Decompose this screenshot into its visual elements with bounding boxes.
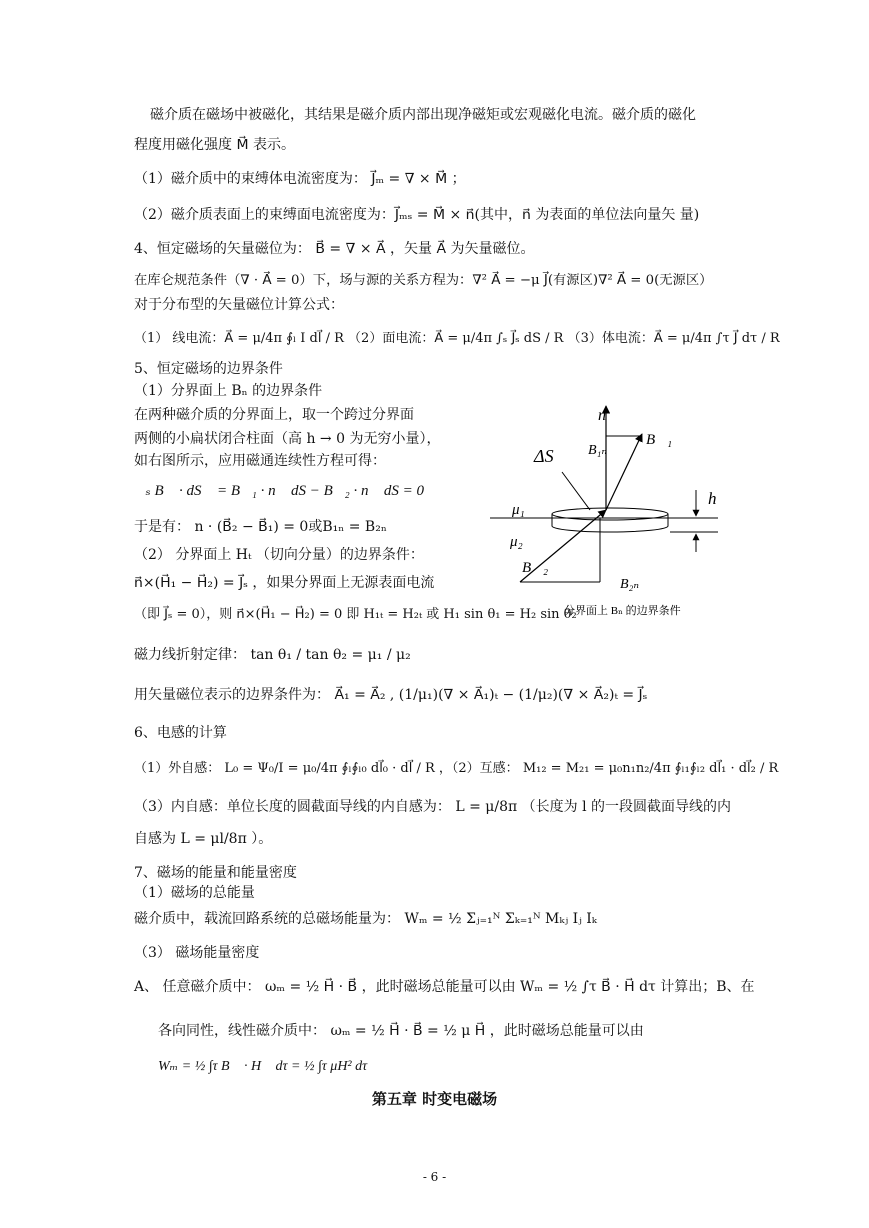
- h-label: h: [708, 489, 717, 508]
- paragraph-line: 对于分布型的矢量磁位计算公式：: [134, 297, 344, 313]
- paragraph-line: （1）磁介质中的束缚体电流密度为： J⃗ₘ = ∇ × M⃗ ；: [134, 171, 466, 187]
- mu1-label: μ₁: [512, 502, 525, 518]
- b2-label: B⃗₂: [522, 560, 549, 576]
- page-number: - 6 -: [422, 1170, 447, 1184]
- paragraph-line: 自感为 L = μl/8π ）。: [134, 831, 273, 847]
- formula-line: 于是有： n · (B⃗₂ − B⃗₁) = 0或B₁ₙ = B₂ₙ: [134, 519, 387, 535]
- mu2-label: μ₂: [510, 534, 523, 550]
- b1-label: B⃗₁: [646, 432, 673, 448]
- paragraph-line: 程度用磁化强度 M⃗ 表示。: [134, 137, 295, 153]
- paragraph-line: 两侧的小扁状闭合柱面（高 h → 0 为无穷小量），: [134, 431, 441, 447]
- pillbox-bottom: [552, 526, 668, 532]
- subsection-heading: （1）分界面上 Bₙ 的边界条件: [134, 383, 323, 399]
- b1-vector-arrow: [606, 434, 642, 510]
- formula-line: 磁介质中，载流回路系统的总磁场能量为： Wₘ = ½ Σⱼ₌₁ᴺ Σₖ₌₁ᴺ Mₖⱼ Iⱼ Iₖ: [134, 911, 597, 927]
- b1n-label: B₁ₙ: [588, 443, 608, 458]
- formula-line: 用矢量磁位表示的边界条件为： A⃗₁ = A⃗₂ , (1/μ₁)(∇ × A⃗₁)ₜ − (1/μ₂)(∇ × A⃗₂)ₜ = J⃗ₛ: [134, 687, 648, 703]
- paragraph-line: （2）磁介质表面上的束缚面电流密度为：J⃗ₘₛ = M⃗ × n⃗(其中，n⃗ 为表面的单位法向量矢 量): [134, 207, 700, 223]
- paragraph-line: 各向同性，线性磁介质中： ωₘ = ½ H⃗ · B⃗ = ½ μ H⃗ ，此时磁场总能量可以由: [158, 1023, 644, 1039]
- paragraph-line: 在库仑规范条件（∇ · A⃗ = 0）下，场与源的关系方程为：∇² A⃗ = −μ J⃗(有源区)∇² A⃗ = 0(无源区）: [134, 273, 713, 288]
- b2n-label: B₂ₙ: [620, 577, 640, 592]
- section-heading: 4、恒定磁场的矢量磁位为： B⃗ = ∇ × A⃗ ，矢量 A⃗ 为矢量磁位。: [134, 241, 535, 257]
- subsection-heading: （1）磁场的总能量: [134, 885, 255, 901]
- figure-caption: 分界面上 Bₙ 的边界条件: [564, 605, 681, 617]
- section-heading: 7、磁场的能量和能量密度: [134, 865, 297, 881]
- n-label: n⃗: [598, 407, 619, 424]
- formula-line: Wₘ = ½ ∫τ B⃗ · H⃗ dτ = ½ ∫τ μH² dτ: [158, 1059, 368, 1074]
- paragraph-line: 如右图所示，应用磁通连续性方程可得：: [134, 453, 386, 469]
- delta-s-label: ΔS: [534, 446, 554, 466]
- formula-line: （1）外自感： L₀ = Ψ₀/I = μ₀/4π ∮ₗ∮ₗ₀ dl⃗₀ · dl⃗ / R ，（2）互感： M₁₂ = M₂₁ = μ₀n₁n₂/4π ∮ₗ₁∮ₗ₂ dl⃗₁ · dl⃗₂ / R: [134, 761, 779, 776]
- boundary-condition-figure: [490, 400, 720, 617]
- formula-line: （即 J⃗ₛ = 0），则 n⃗×(H⃗₁ − H⃗₂) = 0 即 H₁ₜ = H₂ₜ 或 H₁ sin θ₁ = H₂ sin θ₂: [134, 607, 577, 622]
- subsection-heading: （3） 磁场能量密度: [134, 945, 260, 961]
- subsection-heading: （2） 分界面上 Hₜ （切向分量）的边界条件：: [134, 547, 424, 563]
- delta-s-pointer: [562, 472, 590, 510]
- formula-line: ∮ₛ B⃗ · dS⃗ = B⃗₁ · n⃗ dS − B⃗₂ · n⃗ dS = 0: [134, 483, 425, 499]
- formula-line: 磁力线折射定律： tan θ₁ / tan θ₂ = μ₁ / μ₂: [134, 647, 411, 663]
- chapter-title: 第五章 时变电磁场: [371, 1090, 498, 1108]
- paragraph-line: 磁介质在磁场中被磁化，其结果是磁介质内部出现净磁矩或宏观磁化电流。磁介质的磁化: [150, 107, 696, 123]
- paragraph-line: （3）内自感：单位长度的圆截面导线的内自感为： L = μ/8π （长度为 l 的一段圆截面导线的内: [134, 799, 732, 815]
- section-heading: 5、恒定磁场的边界条件: [134, 361, 283, 377]
- paragraph-line: A、 任意磁介质中： ωₘ = ½ H⃗ · B⃗ ，此时磁场总能量可以由 Wₘ = ½ ∫τ B⃗ · H⃗ dτ 计算出；B、在: [134, 979, 755, 995]
- paragraph-line: 在两种磁介质的分界面上，取一个跨过分界面: [134, 407, 414, 423]
- formula-line: （1） 线电流：A⃗ = μ/4π ∮ₗ I dl⃗ / R （2）面电流：A⃗ = μ/4π ∫ₛ J⃗ₛ dS / R （3）体电流：A⃗ = μ/4π ∫τ J⃗ dτ / R: [134, 331, 780, 346]
- section-heading: 6、电感的计算: [134, 725, 227, 741]
- formula-line: n⃗×(H⃗₁ − H⃗₂) = J⃗ₛ ，如果分界面上无源表面电流: [134, 575, 435, 591]
